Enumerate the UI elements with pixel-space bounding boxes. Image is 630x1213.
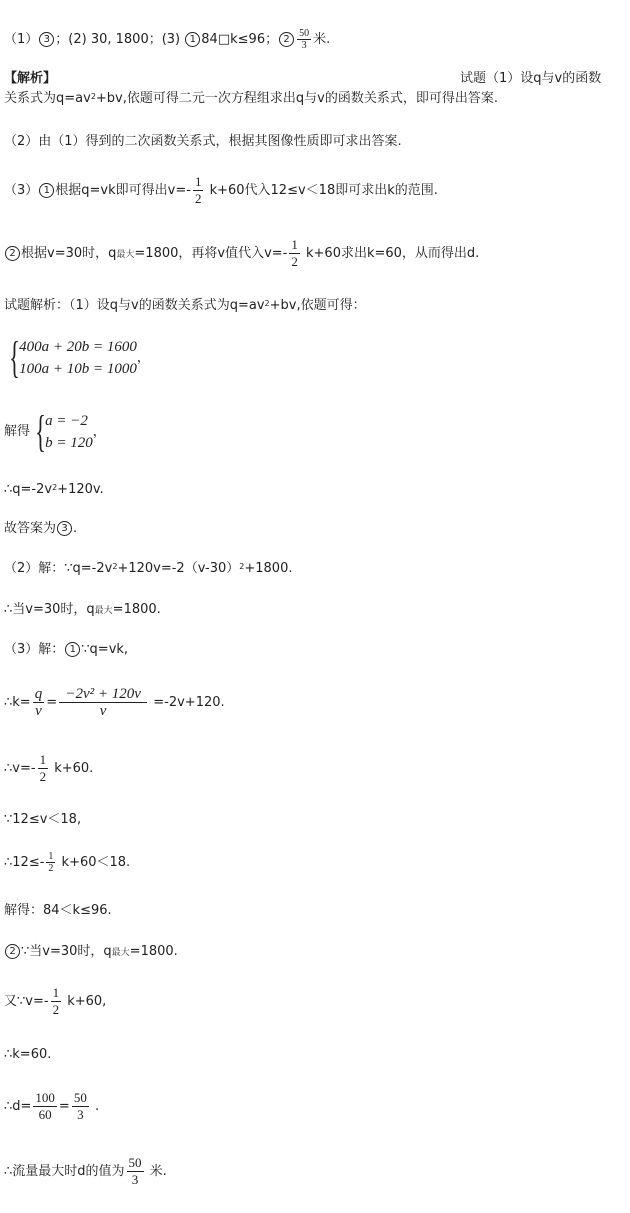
solution-result: 解得 { a = −2 b = 120 ， bbox=[4, 407, 106, 456]
solution-line: ∴k=60. bbox=[4, 1047, 52, 1062]
solution-line: ∴d= $\frac{100}{60}$ = $\frac{50}{3}$ . bbox=[4, 1090, 100, 1122]
fraction: $\frac{1}{2}$ bbox=[48, 851, 54, 874]
fraction: $\frac{50}{3}$ bbox=[73, 1090, 87, 1122]
solution-line: 解得：84＜k≤96. bbox=[4, 903, 112, 918]
solution-line: ∴流量最大时d的值为 $\frac{50}{3}$ 米. bbox=[4, 1155, 167, 1187]
solution-line: $\therefore q=-2v^2+120v$. bbox=[4, 482, 104, 497]
solution-line: ∴v=- $\frac{1}{2}$ k+60. bbox=[4, 752, 94, 784]
solution-line: ∴k= $\frac{q}{v}$ = $\frac{\text{−2v² + 120v}}{v}$ =-2v+120. bbox=[4, 686, 225, 719]
analysis-header: 【解析】 bbox=[4, 71, 57, 86]
answer-part: 84 bbox=[201, 32, 218, 47]
equation-system: { 400a + 20b = 1600 100a + 10b = 1000 ， bbox=[9, 333, 150, 382]
solution-intro: 试题解析：（1）设q与v的函数关系式为$q=av^2+bv$,依题可得： bbox=[4, 298, 366, 313]
analysis-line: 2 根据v=30时，q最大=1800，再将v值代入v=- $\frac{1}{2}$ k+60求出k=60，从而得出d. bbox=[4, 237, 479, 270]
answer-part: k≤96； bbox=[230, 32, 279, 47]
circled-number: 1 bbox=[39, 183, 54, 198]
answer-part: （1） bbox=[4, 32, 39, 47]
circled-number: 1 bbox=[65, 642, 80, 657]
missing-glyph-box: □ bbox=[217, 32, 231, 47]
circled-number: 3 bbox=[57, 521, 72, 536]
circled-number: 1 bbox=[185, 32, 200, 47]
fraction: $\frac{1}{2}$ bbox=[194, 174, 202, 206]
fraction: $\frac{\text{−2v² + 120v}}{v}$ bbox=[59, 686, 147, 719]
solution-line: 故答案为 3 . bbox=[4, 521, 78, 536]
analysis-line: （3） 1 根据q=vk即可得出v=- $\frac{1}{2}$ k+60代入12≤v＜18即可求出k的范围. bbox=[4, 174, 438, 206]
fraction: $\frac{100}{60}$ bbox=[35, 1090, 55, 1122]
solution-line: ∴当v=30时，q最大=1800. bbox=[4, 602, 161, 617]
fraction: $\frac{50}{3}$ bbox=[128, 1155, 142, 1187]
analysis-line: （2）由（1）得到的二次函数关系式，根据其图像性质即可求出答案. bbox=[4, 134, 402, 149]
solution-line: （2）解：$\because q=-2v^2+120v=-2(v-30)^2+1800$. bbox=[4, 561, 293, 576]
analysis-line: 关系式为$q=av^2+bv$,依题可得二元一次方程组求出q与v的函数关系式，即可得出答案. bbox=[4, 91, 498, 106]
circled-number: 2 bbox=[279, 32, 294, 47]
solution-line: 2 ∵当v=30时，q最大=1800. bbox=[4, 944, 178, 961]
fraction: $\frac{q}{v}$ bbox=[34, 686, 43, 719]
solution-line: 又∵v=- $\frac{1}{2}$ k+60, bbox=[4, 985, 107, 1017]
answer-part: ；(2) 30, 1800；(3) bbox=[55, 32, 185, 47]
solution-line: ∴12≤- $\frac{1}{2}$ k+60＜18. bbox=[4, 851, 131, 874]
fraction: $\frac{1}{2}$ bbox=[291, 237, 298, 269]
fraction: $\frac{1}{2}$ bbox=[52, 985, 60, 1017]
fraction: $\frac{50}{3}$ bbox=[299, 28, 310, 51]
answer-line bbox=[4, 28, 330, 51]
answer-unit: 米. bbox=[313, 32, 331, 47]
solution-line: （3）解： 1 ∵q=vk, bbox=[4, 642, 129, 657]
analysis-line: 试题（1）设q与v的函数 bbox=[460, 71, 602, 86]
circled-number: 2 bbox=[5, 944, 20, 959]
fraction: $\frac{1}{2}$ bbox=[39, 752, 47, 784]
circled-number: 2 bbox=[5, 246, 20, 261]
solution-line: ∵12≤v＜18, bbox=[4, 812, 82, 827]
circled-number: 3 bbox=[39, 32, 54, 47]
